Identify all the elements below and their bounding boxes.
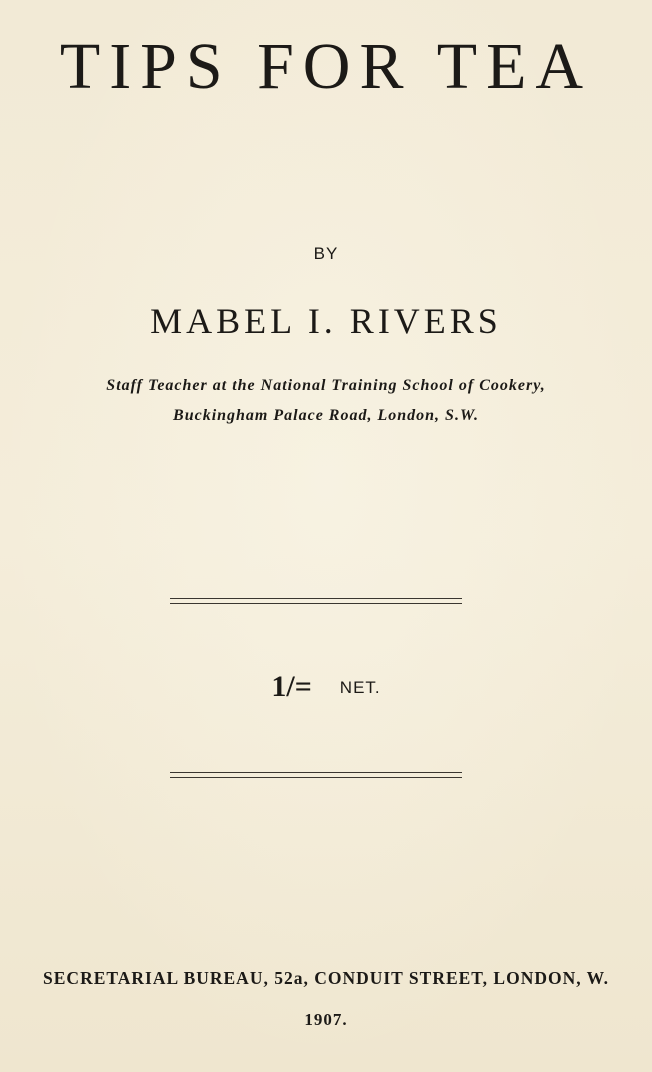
author-credentials-line-2: Buckingham Palace Road, London, S.W.: [173, 407, 479, 424]
publisher-imprint: SECRETARIAL BUREAU, 52a, CONDUIT STREET, LONDON, W.: [43, 968, 609, 988]
price-label: NET.: [339, 677, 381, 697]
double-rule-bottom: [170, 772, 462, 778]
price-amount: 1/=: [271, 670, 312, 703]
double-rule-top: [170, 598, 462, 604]
author-name: MABEL I. RIVERS: [150, 301, 502, 341]
byline: BY: [313, 244, 339, 263]
book-title: TIPS FOR TEA: [59, 30, 593, 103]
author-credentials-line-1: Staff Teacher at the National Training School of Cookery,: [106, 377, 546, 394]
publication-year: 1907.: [304, 1010, 348, 1029]
price: [0, 672, 652, 702]
